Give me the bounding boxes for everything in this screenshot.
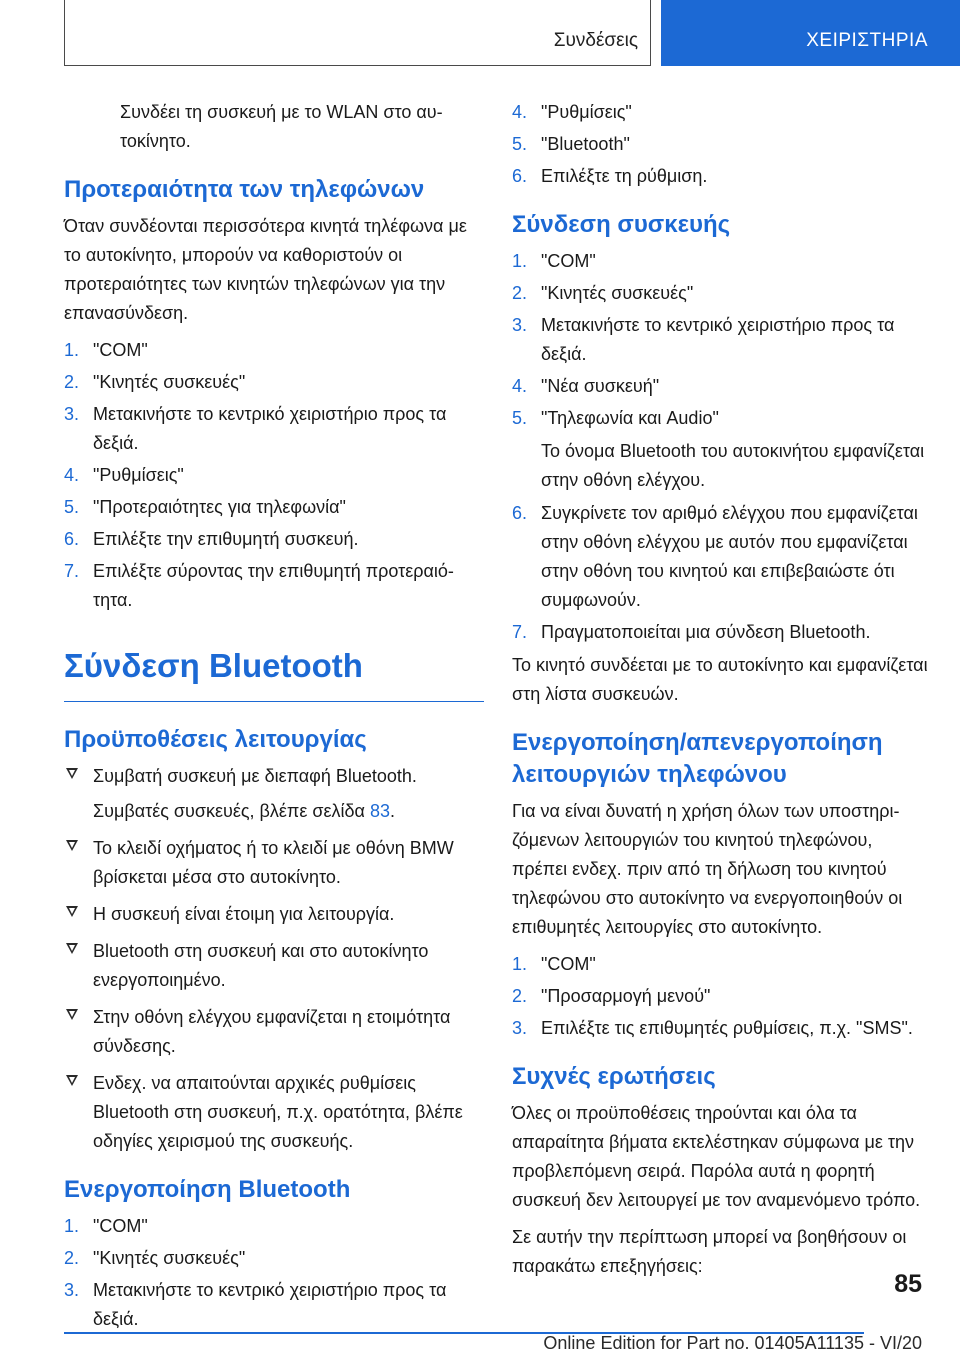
bluetooth-name-note: Το όνομα Bluetooth του αυτοκινήτου εμφανίζεται στην οθόνη ελέγχου. [541, 441, 925, 490]
requirements-heading: Προϋποθέσεις λειτουργίας [64, 726, 367, 753]
bluetooth-connection-heading: Σύνδεση Bluetooth [64, 645, 484, 702]
step-item: 4. "Ρυθμίσεις" [64, 465, 184, 485]
activate-steps-continued [512, 98, 932, 191]
connect-device-heading: Σύνδεση συσκευής [512, 211, 731, 238]
page-number: 85 [894, 1270, 922, 1298]
triangle-bullet-icon [66, 1075, 78, 1086]
header-chapter-box [661, 0, 960, 66]
right-column [512, 98, 932, 1289]
header-section-box [64, 0, 651, 66]
step-item: 4. "Νέα συσκευή" [512, 376, 660, 396]
requirement-item: Bluetooth στη συσκευή και στο αυτοκίνητο ενεργοποιημένο. [64, 937, 484, 995]
step-item: 3. Μετακινήστε το κεντρικό χειριστήριο προς τα δεξιά. [64, 1280, 447, 1329]
step-item: 2. "Προσαρμογή μενού" [512, 986, 711, 1006]
triangle-bullet-icon [66, 1009, 78, 1020]
triangle-bullet-icon [66, 768, 78, 779]
step-item: 5. "Bluetooth" [512, 134, 630, 154]
requirement-item: Ενδεχ. να απαιτούνται αρχικές ρυθμίσεις Bluetooth στη συσκευή, π.χ. ορατότητα, βλέπε οδηγίες χειρισμού της συσκευής. [64, 1069, 484, 1156]
step-item: 1. "COM" [64, 1216, 148, 1236]
phone-functions-text: Για να είναι δυνατή η χρήση όλων των υποστηριζόμενων λειτουργιών του κινητού τηλεφώνου, πρέπει ενδεχ. πριν από τη δήλωση του κινητού τηλεφώνου στο αυτοκίνητο να ενεργοποιηθούν οι επιθυμητές λειτουργίες στο αυτοκίνητο. [512, 801, 903, 937]
step-item: 6. Συγκρίνετε τον αριθμό ελέγχου που εμφανίζεται στην οθόνη ελέγχου με αυτόν που εμφανίζεται στην οθόνη του κινητού και επιβεβαιώστε ότι συμφωνούν. [512, 503, 918, 610]
step-item: 3. Μετακινήστε το κεντρικό χειριστήριο προς τα δεξιά. [512, 315, 895, 364]
priority-text: Όταν συνδέονται περισσότερα κινητά τηλέφωνα με το αυτοκίνητο, μπορούν να καθοριστούν οι προτεραιότητες των κινητών τηλεφώνων για την επανασύνδεση. [64, 216, 467, 323]
step-item: 1. "COM" [512, 954, 596, 974]
step-item: 7. Πραγματοποιείται μια σύνδεση Bluetooth. [512, 622, 871, 642]
wlan-intro-text: Συνδέει τη συσκευή με το WLAN στο αυτοκίνητο. [120, 102, 443, 151]
priority-steps [64, 336, 484, 615]
requirement-item: Το κλειδί οχήματος ή το κλειδί με οθόνη BMW βρίσκεται μέσα στο αυτοκίνητο. [64, 834, 484, 892]
step-item: 3. Επιλέξτε τις επιθυμητές ρυθμίσεις, π.χ. "SMS". [512, 1018, 913, 1038]
footer-edition: Online Edition for Part no. 01405A11135 - VI/20 [543, 1333, 922, 1353]
requirement-item: Η συσκευή είναι έτοιμη για λειτουργία. [64, 900, 484, 929]
faq-text-2: Σε αυτήν την περίπτωση μπορεί να βοηθήσουν οι παρακάτω επεξηγήσεις: [512, 1227, 907, 1276]
triangle-bullet-icon [66, 906, 78, 917]
step-item: 1. "COM" [512, 251, 596, 271]
chapter-title: ΧΕΙΡΙΣΤΗΡΙΑ [806, 30, 928, 51]
requirement-item: Συμβατή συσκευή με διεπαφή Bluetooth. Συμβατές συσκευές, βλέπε σελίδα 83. [64, 762, 484, 826]
functions-steps [512, 950, 932, 1043]
section-title: Συνδέσεις [553, 30, 638, 51]
faq-text-1: Όλες οι προϋποθέσεις τηρούνται και όλα τα απαραίτητα βήματα εκτελέστηκαν σύμφωνα με την προβλεπόμενη σειρά. Παρόλα αυτά η φορητή συσκευή δεν λειτουργεί με τον αναμενόμενο τρόπο. [512, 1103, 921, 1210]
step-item: 6. Επιλέξτε τη ρύθμιση. [512, 166, 708, 186]
step-item: 7. Επιλέξτε σύροντας την επιθυμητή προτεραιότητα. [64, 561, 454, 610]
step-item: 5. "Προτεραιότητες για τηλεφωνία" [64, 497, 346, 517]
phone-functions-heading: Ενεργοποίηση/απενεργοποίηση λειτουργιών τηλεφώνου [512, 729, 883, 788]
step-item: 6. Επιλέξτε την επιθυμητή συσκευή. [64, 529, 359, 549]
step-item: 3. Μετακινήστε το κεντρικό χειριστήριο προς τα δεξιά. [64, 404, 447, 453]
left-column [64, 98, 484, 1338]
priority-heading: Προτεραιότητα των τηλεφώνων [64, 176, 425, 203]
activate-steps [64, 1212, 484, 1334]
step-item: 2. "Κινητές συσκευές" [512, 283, 694, 303]
step-item: 2. "Κινητές συσκευές" [64, 372, 246, 392]
step-item: 2. "Κινητές συσκευές" [64, 1248, 246, 1268]
triangle-bullet-icon [66, 943, 78, 954]
requirements-list [64, 762, 484, 1156]
connect-steps [512, 247, 932, 433]
step-item: 5. "Τηλεφωνία και Audio" [512, 408, 719, 428]
connect-result-text: Το κινητό συνδέεται με το αυτοκίνητο και εμφανίζεται στη λίστα συσκευών. [512, 655, 928, 704]
step-item: 4. "Ρυθμίσεις" [512, 102, 632, 122]
page-link[interactable]: 83 [369, 801, 390, 821]
connect-steps-b [512, 499, 932, 647]
requirement-item: Στην οθόνη ελέγχου εμφανίζεται η ετοιμότητα σύνδεσης. [64, 1003, 484, 1061]
triangle-bullet-icon [66, 840, 78, 851]
step-item: 1. "COM" [64, 340, 148, 360]
activate-bluetooth-heading: Ενεργοποίηση Bluetooth [64, 1176, 351, 1203]
faq-heading: Συχνές ερωτήσεις [512, 1063, 716, 1090]
